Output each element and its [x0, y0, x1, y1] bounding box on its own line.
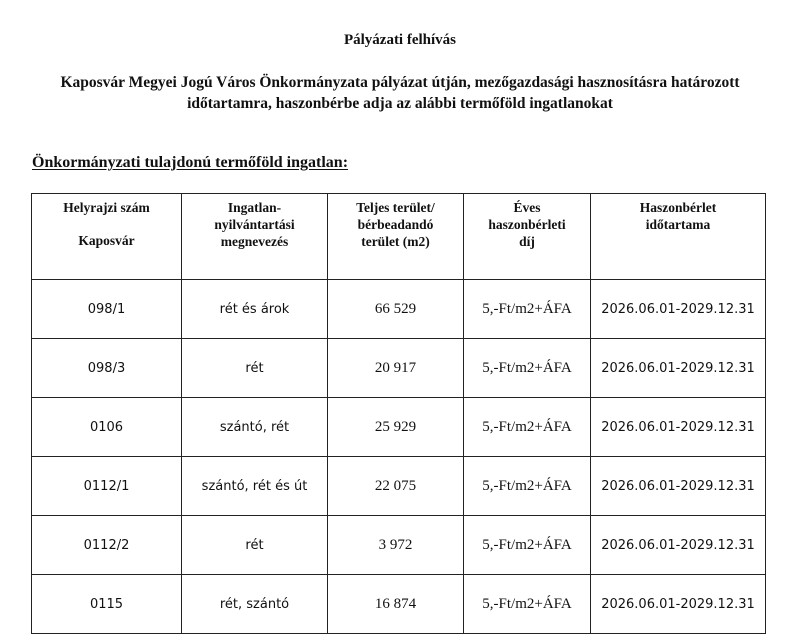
land-plots-table: [31, 193, 766, 634]
header-area-line-2: bérbeadandó: [357, 217, 434, 232]
cell-land-type: szántó, rét és út: [182, 457, 328, 516]
cell-area: 16 874: [328, 575, 464, 634]
cell-land-type: rét és árok: [182, 280, 328, 339]
cell-area: 3 972: [328, 516, 464, 575]
cell-annual-fee: 5,-Ft/m2+ÁFA: [464, 457, 591, 516]
intro-paragraph: Kaposvár Megyei Jogú Város Önkormányzata pályázat útján, mezőgazdasági hasznosításra határozott időtartamra, haszonbérbe adja az alábbi termőföld ingatlanokat: [60, 74, 740, 112]
header-annual-fee-line-2: haszonbérleti: [488, 217, 566, 232]
header-lease-period: [591, 194, 766, 280]
header-area-line-3: terület (m2): [361, 234, 430, 249]
header-plot-number: [32, 194, 182, 280]
cell-land-type: rét: [182, 339, 328, 398]
cell-land-type: szántó, rét: [182, 398, 328, 457]
table-row: [32, 575, 766, 634]
cell-plot-number: 0115: [32, 575, 182, 634]
cell-area: 66 529: [328, 280, 464, 339]
cell-lease-period: 2026.06.01-2029.12.31: [591, 457, 766, 516]
cell-lease-period: 2026.06.01-2029.12.31: [591, 516, 766, 575]
header-lease-period-line-2: időtartama: [645, 217, 711, 232]
header-area-line-1: Teljes terület/: [356, 200, 435, 215]
header-annual-fee: [464, 194, 591, 280]
cell-area: 20 917: [328, 339, 464, 398]
cell-land-type: rét, szántó: [182, 575, 328, 634]
table-row: [32, 280, 766, 339]
header-land-type-line-2: nyilvántartási: [214, 217, 295, 232]
cell-plot-number: 0112/2: [32, 516, 182, 575]
cell-land-type: rét: [182, 516, 328, 575]
cell-plot-number: 0106: [32, 398, 182, 457]
cell-plot-number: 098/1: [32, 280, 182, 339]
section-heading: Önkormányzati tulajdonú termőföld ingatlan:: [32, 154, 349, 171]
document-title: Pályázati felhívás: [343, 32, 457, 48]
header-land-type: [182, 194, 328, 280]
header-lease-period-line-1: Haszonbérlet: [639, 200, 717, 215]
cell-annual-fee: 5,-Ft/m2+ÁFA: [464, 516, 591, 575]
cell-lease-period: 2026.06.01-2029.12.31: [591, 398, 766, 457]
cell-annual-fee: 5,-Ft/m2+ÁFA: [464, 575, 591, 634]
table-header-row: [32, 194, 766, 280]
cell-lease-period: 2026.06.01-2029.12.31: [591, 339, 766, 398]
cell-area: 22 075: [328, 457, 464, 516]
cell-plot-number: 0112/1: [32, 457, 182, 516]
cell-annual-fee: 5,-Ft/m2+ÁFA: [464, 398, 591, 457]
table-row: [32, 516, 766, 575]
header-area: [328, 194, 464, 280]
header-land-type-line-1: Ingatlan-: [227, 200, 282, 215]
table-row: [32, 398, 766, 457]
cell-area: 25 929: [328, 398, 464, 457]
cell-annual-fee: 5,-Ft/m2+ÁFA: [464, 339, 591, 398]
cell-plot-number: 098/3: [32, 339, 182, 398]
cell-lease-period: 2026.06.01-2029.12.31: [591, 575, 766, 634]
cell-lease-period: 2026.06.01-2029.12.31: [591, 280, 766, 339]
header-annual-fee-line-3: díj: [519, 234, 535, 249]
table-row: [32, 457, 766, 516]
header-annual-fee-line-1: Éves: [513, 200, 541, 215]
cell-annual-fee: 5,-Ft/m2+ÁFA: [464, 280, 591, 339]
header-plot-number-line-1: Helyrajzi szám: [63, 200, 150, 215]
table-row: [32, 339, 766, 398]
header-land-type-line-3: megnevezés: [220, 234, 289, 249]
header-plot-number-line-2: Kaposvár: [78, 233, 135, 248]
